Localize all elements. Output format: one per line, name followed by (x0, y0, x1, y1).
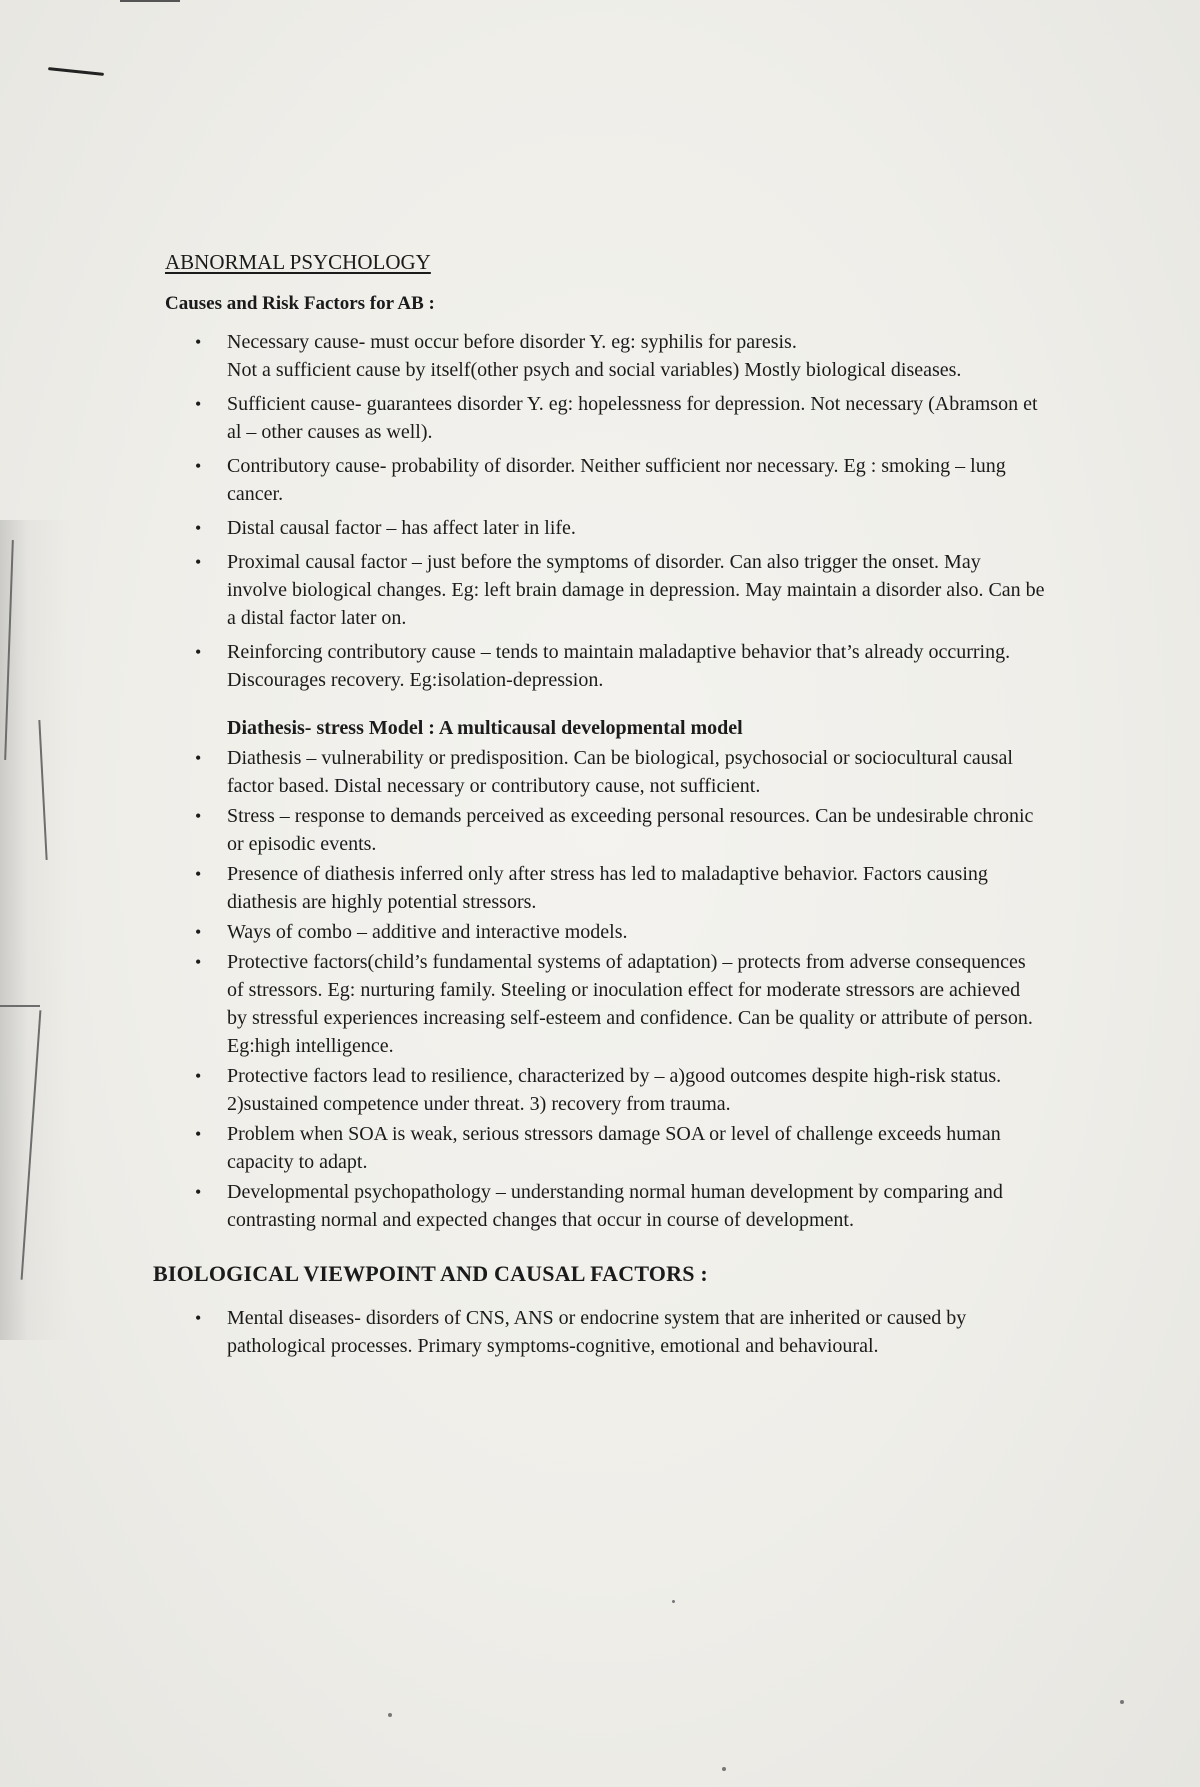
scan-edge-shadow (0, 520, 70, 1340)
list-item (165, 548, 1045, 632)
diathesis-list (165, 744, 1045, 1234)
list-item-text: Protective factors lead to resilience, characterized by – a)good outcomes despite high-risk status. 2)sustained competence under threat. 3) recovery from trauma. (227, 1065, 1002, 1115)
list-item-text: Necessary cause- must occur before disorder Y. eg: syphilis for paresis. (227, 331, 797, 353)
list-item (165, 638, 1045, 694)
list-item-text: Developmental psychopathology – understanding normal human development by comparing and contrasting normal and expected changes that occur in course of development. (227, 1181, 1003, 1231)
list-item-text: Protective factors(child’s fundamental systems of adaptation) – protects from adverse consequences of stressors. Eg: nurturing family. Steeling or inoculation effect for moderate stressors are achieved by stressful experiences increasing self-esteem and confidence. Can be quality or attribute of person. Eg:high intelligence. (227, 951, 1033, 1057)
list-item-text: Not a sufficient cause by itself(other psych and social variables) Mostly biological diseases. (227, 359, 962, 381)
list-item-text: Presence of diathesis inferred only after stress has led to maladaptive behavior. Factors causing diathesis are highly potential stressors. (227, 863, 988, 913)
bullet-icon: • (195, 748, 202, 768)
causes-heading: Causes and Risk Factors for AB : (165, 293, 435, 314)
document-title: ABNORMAL PSYCHOLOGY (165, 250, 431, 274)
list-item (165, 328, 1045, 384)
list-item (165, 1062, 1045, 1118)
bullet-icon: • (195, 1308, 202, 1328)
list-item (165, 514, 1045, 542)
causes-list (165, 328, 1045, 694)
bullet-icon: • (195, 332, 202, 352)
bullet-icon: • (195, 456, 202, 476)
bullet-icon: • (195, 864, 202, 884)
bullet-icon: • (195, 1066, 202, 1086)
bullet-icon: • (195, 1124, 202, 1144)
bullet-icon: • (195, 922, 202, 942)
scan-artifact-line (120, 0, 180, 2)
bullet-icon: • (195, 642, 202, 662)
list-item (165, 860, 1045, 916)
list-item-text: Problem when SOA is weak, serious stressors damage SOA or level of challenge exceeds human capacity to adapt. (227, 1123, 1001, 1173)
list-item (165, 802, 1045, 858)
bullet-icon: • (195, 394, 202, 414)
list-item (165, 1304, 1045, 1360)
list-item (165, 452, 1045, 508)
list-item-text: Ways of combo – additive and interactive models. (227, 921, 628, 943)
scan-speck (388, 1713, 392, 1717)
bullet-icon: • (195, 1182, 202, 1202)
list-item-text: Reinforcing contributory cause – tends to maintain maladaptive behavior that’s already occurring. Discourages recovery. Eg:isolation-depression. (227, 641, 1011, 691)
list-item-text: Contributory cause- probability of disorder. Neither sufficient nor necessary. Eg : smoking – lung cancer. (227, 455, 1006, 505)
list-item (165, 744, 1045, 800)
list-item (165, 1178, 1045, 1234)
biological-heading: BIOLOGICAL VIEWPOINT AND CAUSAL FACTORS : (153, 1261, 708, 1286)
scan-edge-line (0, 1005, 40, 1007)
list-item-text: Mental diseases- disorders of CNS, ANS or endocrine system that are inherited or caused by pathological processes. Primary symptoms-cognitive, emotional and behavioural. (227, 1307, 967, 1357)
list-item (165, 390, 1045, 446)
list-item-text: Diathesis – vulnerability or predisposition. Can be biological, psychosocial or sociocultural causal factor based. Distal necessary or contributory cause, not sufficient. (227, 747, 1013, 797)
list-item-text: Distal causal factor – has affect later in life. (227, 517, 576, 539)
list-item-text: Stress – response to demands perceived as exceeding personal resources. Can be undesirable chronic or episodic events. (227, 805, 1034, 855)
scan-speck (1120, 1700, 1124, 1704)
bullet-icon: • (195, 806, 202, 826)
scan-speck (672, 1600, 675, 1603)
bullet-icon: • (195, 518, 202, 538)
biological-list (165, 1304, 1045, 1360)
list-item (165, 918, 1045, 946)
pen-mark (48, 67, 104, 76)
bullet-icon: • (195, 952, 202, 972)
scan-speck (722, 1767, 726, 1771)
bullet-icon: • (195, 552, 202, 572)
diathesis-heading: Diathesis- stress Model : A multicausal developmental model (227, 717, 743, 739)
list-item (165, 948, 1045, 1060)
list-item-text: Proximal causal factor – just before the symptoms of disorder. Can also trigger the onset. May involve biological changes. Eg: left brain damage in depression. May maintain a disorder also. Can be a distal factor later on. (227, 551, 1045, 629)
list-item-text: Sufficient cause- guarantees disorder Y. eg: hopelessness for depression. Not necessary (Abramson et al – other causes as well). (227, 393, 1038, 443)
list-item (165, 1120, 1045, 1176)
document-body (153, 248, 1045, 1366)
